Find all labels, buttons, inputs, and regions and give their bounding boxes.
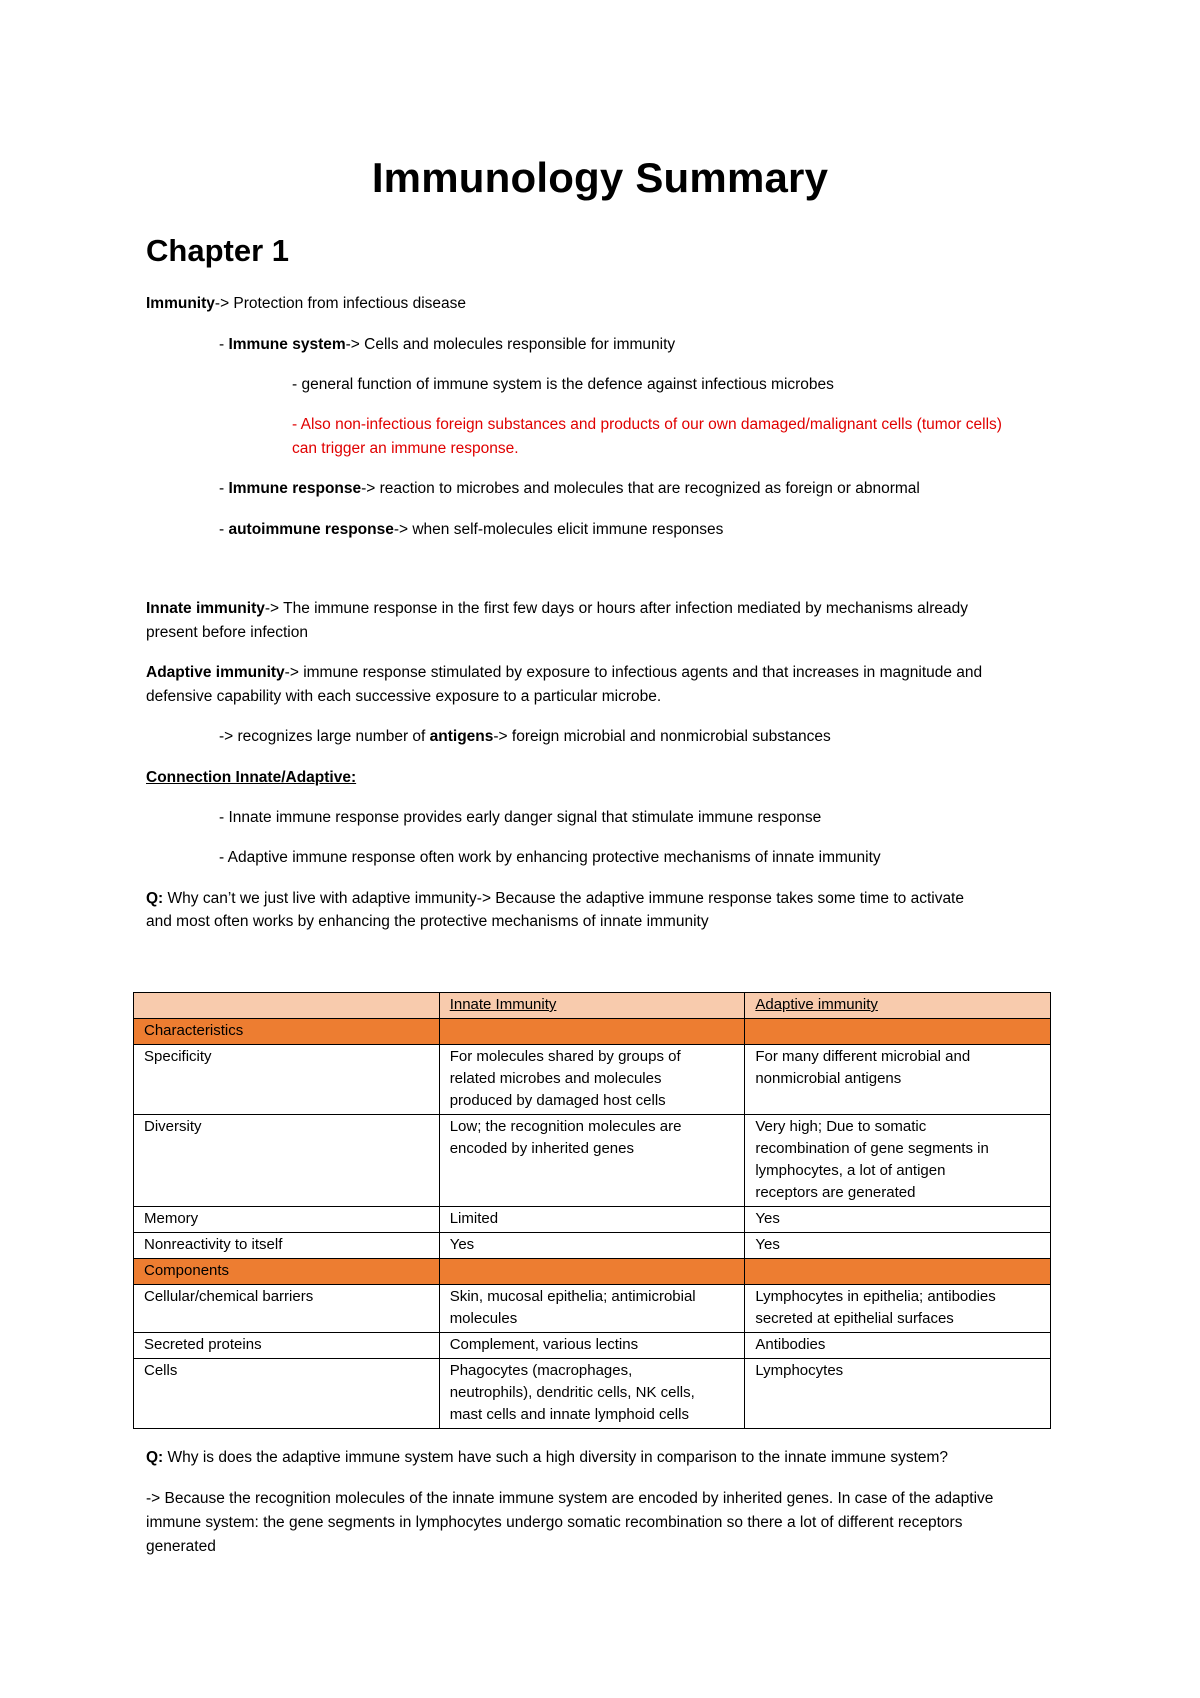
table-cell (745, 1233, 1051, 1259)
bullet-dash: - (219, 521, 229, 538)
question-label: Q: (146, 890, 164, 907)
table-cell-text: Diversity (144, 1118, 202, 1135)
table-cell (439, 1333, 745, 1359)
table-section-row (134, 1259, 1051, 1285)
table-cell (439, 1207, 745, 1233)
table-cell (745, 1045, 1051, 1115)
immune-system-definition (219, 333, 675, 357)
table-cell-text: Memory (144, 1210, 199, 1227)
table-row (134, 1045, 1051, 1115)
antigens-post: -> foreign microbial and nonmicrobial substances (493, 728, 831, 745)
question-1-line-2: and most often works by enhancing the protective mechanisms of innate immunity (146, 913, 709, 930)
table-cell (439, 1359, 745, 1429)
question-1-line-1 (146, 887, 964, 911)
table-cell-text: Yes (755, 1210, 780, 1227)
immune-response-definition (219, 477, 920, 501)
table-cell (134, 1233, 440, 1259)
table-cell-text: Characteristics (144, 1022, 244, 1039)
antigens-note (219, 725, 831, 749)
red-note-line-2: can trigger an immune response. (292, 440, 519, 457)
table-cell (439, 1019, 745, 1045)
general-function-note: - general function of immune system is the defence against infectious microbes (292, 376, 834, 393)
table-cell (439, 993, 745, 1019)
connection-item-2: - Adaptive immune response often work by enhancing protective mechanisms of innate immunity (219, 849, 881, 866)
table-section-row (134, 1019, 1051, 1045)
answer-2-line-3: generated (146, 1538, 216, 1555)
table-cell (745, 1285, 1051, 1333)
table-cell-text: Yes (755, 1236, 780, 1253)
table-cell (439, 1233, 745, 1259)
table-cell (745, 1019, 1051, 1045)
table-cell-text: Adaptive immunity (755, 996, 878, 1013)
immunity-term: Immunity (146, 295, 215, 312)
table-cell (134, 1115, 440, 1207)
adaptive-immunity-term: Adaptive immunity (146, 664, 285, 681)
autoimmune-term: autoimmune response (228, 521, 394, 538)
table-cell (134, 1045, 440, 1115)
innate-immunity-term: Innate immunity (146, 600, 265, 617)
immune-system-term: Immune system (228, 336, 346, 353)
immune-response-term: Immune response (228, 480, 362, 497)
table-cell-text: Phagocytes (macrophages, neutrophils), dendritic cells, NK cells, mast cells and innate lymphoid cells (449, 1362, 695, 1423)
innate-immunity-line-1 (146, 597, 968, 621)
table-cell-text: Complement, various lectins (449, 1336, 639, 1353)
table-header-row (134, 993, 1051, 1019)
table-cell-text: Secreted proteins (144, 1336, 262, 1353)
adaptive-immunity-line-2: defensive capability with each successive exposure to a particular microbe. (146, 688, 662, 705)
table-row (134, 1115, 1051, 1207)
red-note-line-1: - Also non-infectious foreign substances and products of our own damaged/malignant cells (tumor cells) (292, 416, 1002, 433)
chapter-heading: Chapter 1 (146, 233, 289, 268)
immune-response-def: -> reaction to microbes and molecules that are recognized as foreign or abnormal (361, 480, 920, 497)
table-cell-text: Antibodies (755, 1336, 826, 1353)
table-cell (439, 1259, 745, 1285)
table-row (134, 1359, 1051, 1429)
adaptive-immunity-def: -> immune response stimulated by exposure to infectious agents and that increases in magnitude and (284, 664, 983, 681)
immunity-definition (146, 292, 466, 316)
table-cell (745, 993, 1051, 1019)
table-cell-text: Cells (144, 1362, 178, 1379)
autoimmune-definition (219, 518, 723, 542)
table-cell-text: Lymphocytes (755, 1362, 844, 1379)
table-cell (134, 1285, 440, 1333)
antigens-pre: -> recognizes large number of (219, 728, 430, 745)
table-cell-text: Very high; Due to somatic recombination of gene segments in lymphocytes, a lot of antigen receptors are generated (755, 1118, 989, 1201)
antigens-term: antigens (429, 728, 494, 745)
table-cell (134, 1333, 440, 1359)
immunity-def: -> Protection from infectious disease (214, 295, 467, 312)
table-cell-text: Low; the recognition molecules are encoded by inherited genes (449, 1118, 682, 1157)
table-cell-text: For molecules shared by groups of related microbes and molecules produced by damaged host cells (449, 1048, 681, 1109)
page-title: Immunology Summary (371, 154, 829, 201)
question-label: Q: (146, 1449, 164, 1466)
table-cell (134, 1259, 440, 1285)
table-row (134, 1207, 1051, 1233)
table-cell (134, 993, 440, 1019)
table-cell (745, 1333, 1051, 1359)
table-cell (745, 1359, 1051, 1429)
connection-item-1: - Innate immune response provides early danger signal that stimulate immune response (219, 809, 822, 826)
table-cell-text: Cellular/chemical barriers (144, 1288, 314, 1305)
comparison-table (133, 992, 1051, 1429)
table-cell-text: For many different microbial and nonmicrobial antigens (755, 1048, 971, 1087)
immune-system-def: -> Cells and molecules responsible for immunity (345, 336, 676, 353)
answer-2-line-2: immune system: the gene segments in lymphocytes undergo somatic recombination so there a lot of different receptors (146, 1514, 963, 1531)
table-cell-text: Innate Immunity (449, 996, 557, 1013)
table-cell (439, 1045, 745, 1115)
table-cell (439, 1285, 745, 1333)
table-cell-text: Yes (449, 1236, 475, 1253)
table-cell (439, 1115, 745, 1207)
table-cell (745, 1115, 1051, 1207)
table-cell (134, 1359, 440, 1429)
question-2-text: Why is does the adaptive immune system have such a high diversity in comparison to the innate immune system? (163, 1449, 949, 1466)
table-cell (745, 1207, 1051, 1233)
table-row (134, 1333, 1051, 1359)
table-cell-text: Limited (449, 1210, 499, 1227)
autoimmune-def: -> when self-molecules elicit immune responses (393, 521, 724, 538)
adaptive-immunity-line-1 (146, 661, 982, 685)
answer-2-line-1: -> Because the recognition molecules of the innate immune system are encoded by inherited genes. In case of the adaptive (146, 1490, 994, 1507)
table-cell-text: Skin, mucosal epithelia; antimicrobial molecules (449, 1288, 696, 1327)
table-cell-text: Specificity (144, 1048, 212, 1065)
innate-immunity-def: -> The immune response in the first few days or hours after infection mediated by mechanisms already (264, 600, 969, 617)
bullet-dash: - (219, 336, 229, 353)
table-cell-text: Components (144, 1262, 230, 1279)
table-cell (134, 1207, 440, 1233)
innate-immunity-line-2: present before infection (146, 624, 308, 641)
connection-heading: Connection Innate/Adaptive: (146, 769, 357, 786)
table-cell (745, 1259, 1051, 1285)
question-2 (146, 1446, 948, 1470)
question-1-text: Why can’t we just live with adaptive immunity-> Because the adaptive immune response takes some time to activate (163, 890, 964, 907)
table-cell (134, 1019, 440, 1045)
table-cell-text: Lymphocytes in epithelia; antibodies secreted at epithelial surfaces (755, 1288, 996, 1327)
table-cell-text: Nonreactivity to itself (144, 1236, 283, 1253)
bullet-dash: - (219, 480, 229, 497)
table-row (134, 1233, 1051, 1259)
table-row (134, 1285, 1051, 1333)
